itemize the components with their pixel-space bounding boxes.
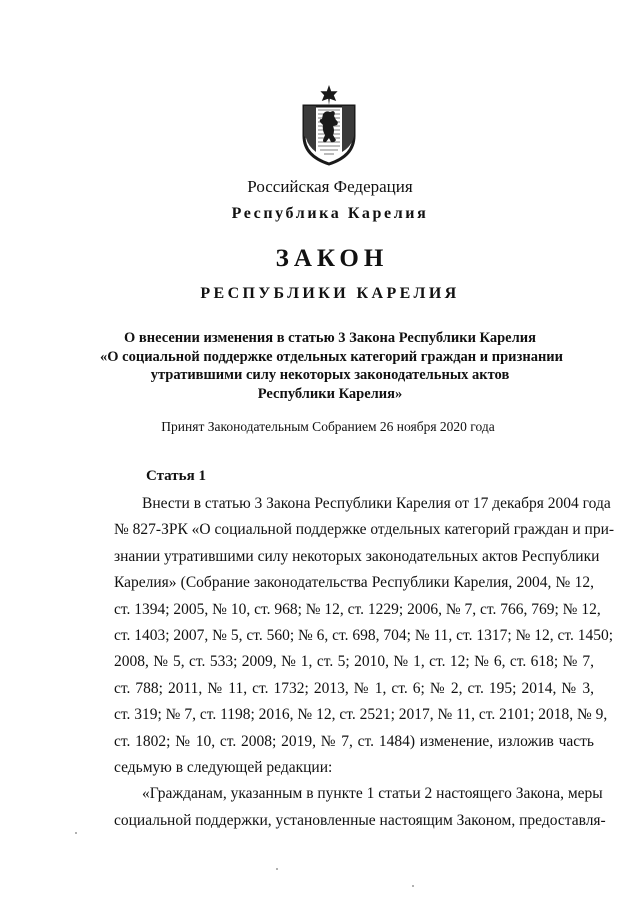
- document-type: ЗАКОН: [275, 245, 389, 272]
- body-line: Карелия» (Собрание законодательства Республики Карелия, 2004, № 12,: [114, 574, 594, 592]
- document-issuer: РЕСПУБЛИКИ КАРЕЛИЯ: [200, 285, 460, 302]
- body-line: седьмую в следующей редакции:: [114, 758, 333, 776]
- body-line: № 827-ЗРК «О социальной поддержке отдельных категорий граждан и при-: [114, 521, 615, 539]
- body-line: 2008, № 5, ст. 533; 2009, № 1, ст. 5; 2010, № 1, ст. 12; № 6, ст. 618; № 7,: [114, 653, 594, 671]
- article-body: [114, 491, 615, 834]
- country-name: Российская Федерация: [247, 177, 413, 196]
- body-line: социальной поддержки, установленные настоящим Законом, предоставля-: [114, 811, 606, 829]
- law-title-line: Республики Карелия»: [257, 385, 403, 402]
- body-line: ст. 1403; 2007, № 5, ст. 560; № 6, ст. 698, 704; № 11, ст. 1317; № 12, ст. 1450;: [114, 626, 614, 644]
- republic-name: Республика Карелия: [231, 205, 429, 222]
- adoption-note: Принят Законодательным Собранием 26 ноября 2020 года: [161, 419, 495, 434]
- body-line: «Гражданам, указанным в пункте 1 статьи 2 настоящего Закона, меры: [142, 785, 603, 803]
- body-line: знании утратившими силу некоторых законодательных актов Республики: [114, 547, 600, 565]
- body-line: ст. 319; № 7, ст. 1198; 2016, № 12, ст. 2521; 2017, № 11, ст. 2101; 2018, № 9,: [114, 706, 608, 724]
- body-line: ст. 1394; 2005, № 10, ст. 968; № 12, ст. 1229; 2006, № 7, ст. 766, 769; № 12,: [114, 600, 601, 618]
- article-heading: Статья 1: [146, 468, 206, 484]
- law-title-line: «О социальной поддержке отдельных категорий граждан и признании: [100, 348, 564, 365]
- body-line: Внести в статью 3 Закона Республики Карелия от 17 декабря 2004 года: [142, 495, 611, 512]
- karelia-coat-of-arms-icon: [296, 84, 362, 166]
- law-title-line: О внесении изменения в статью 3 Закона Республики Карелия: [124, 330, 536, 346]
- body-line: ст. 1802; № 10, ст. 2008; 2019, № 7, ст. 1484) изменение, изложив часть: [114, 732, 594, 750]
- law-title: [100, 329, 564, 403]
- body-line: ст. 788; 2011, № 11, ст. 1732; 2013, № 1, ст. 6; № 2, ст. 195; 2014, № 3,: [114, 679, 594, 697]
- law-title-line: утратившими силу некоторых законодательных актов: [150, 367, 510, 383]
